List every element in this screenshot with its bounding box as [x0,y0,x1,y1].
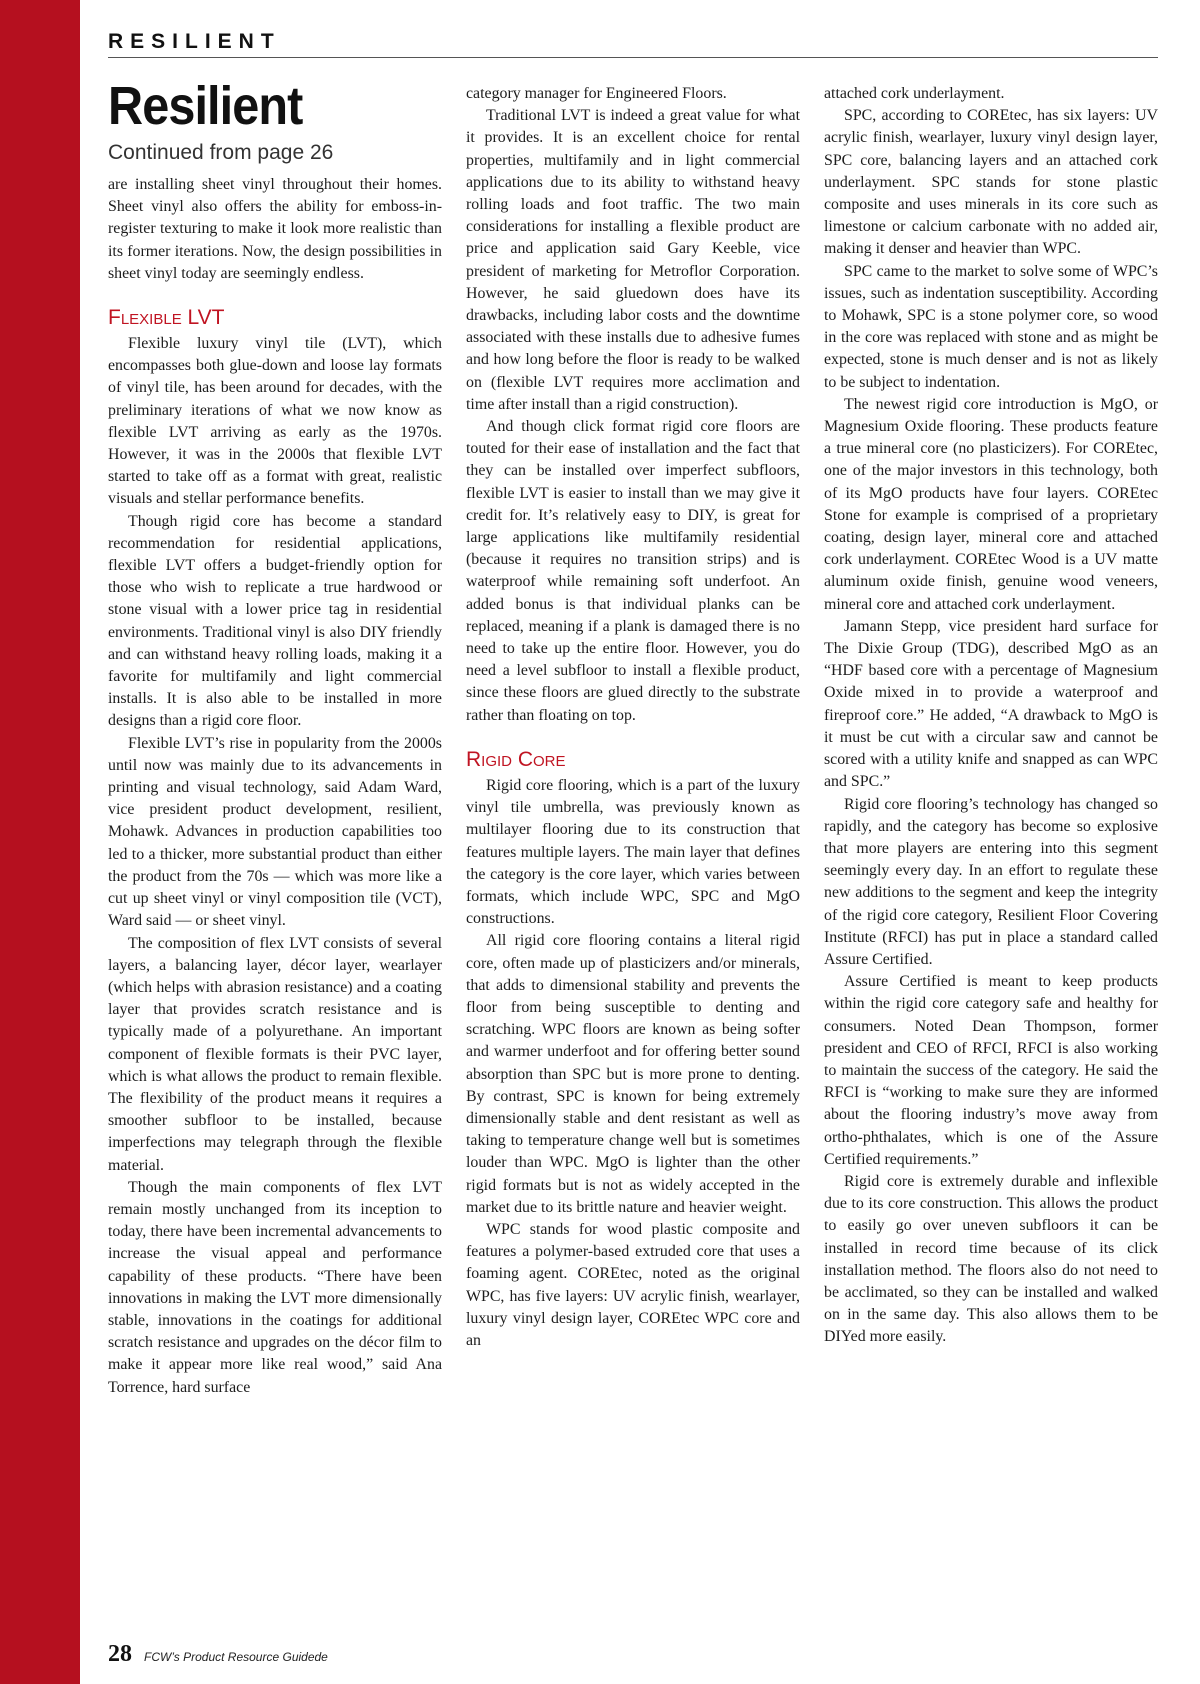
paragraph: Though rigid core has become a standard recommendation for residential applications, flexible LVT offers a budget-friendly option for those who wish to replicate a true hardwood or stone visual with a lower price tag in residential environments. Traditional vinyl is also DIY friendly and can withstand heavy rolling loads, making it a favorite for multifamily and light commercial installs. It is also able to be installed in more designs than a rigid core floor. [108,512,442,730]
article-column-2 [466,83,800,1352]
article-title: Resilient [108,76,303,136]
paragraph: WPC stands for wood plastic composite and features a polymer-based extruded core that uses a foaming agent. COREtec, noted as the original WPC, has five layers: UV acrylic finish, wearlayer, luxury vinyl design layer, COREtec WPC core and an [466,1220,800,1349]
subhead-flexible-lvt: Flexible LVT [108,306,225,330]
paragraph: SPC came to the market to solve some of WPC’s issues, such as indentation susceptibility. According to Mohawk, SPC is a stone polymer core, so wood in the core was replaced with stone and as might be expected, stone is much denser and is not as likely to be subject to indentation. [824,262,1158,391]
paragraph: category manager for Engineered Floors. [466,85,727,102]
paragraph: And though click format rigid core floors are touted for their ease of installation and the fact that they can be installed over imperfect subfloors, flexible LVT is easier to install than we may give it credit for. It’s relatively easy to DIY, is great for large applications like multifamily residential (because it requires no transition strips) and is waterproof while remaining soft underfoot. An added bonus is that individual planks can be replaced, meaning if a plank is damaged there is no need to take up the entire floor. However, you do need a level subfloor to install a flexible product, since these floors are glued directly to the substrate rather than floating on top. [466,418,800,724]
paragraph: All rigid core flooring contains a literal rigid core, often made up of plasticizers and/or minerals, that adds to dimensional stability and prevents the floor from being susceptible to denting and scratching. WPC floors are known as being softer and warmer underfoot and for offering better sound absorption than SPC but is more prone to denting. By contrast, SPC is known for being extremely dimensionally stable and dent resistant as well as taking to temperature change well but is sometimes louder than WPC. MgO is lighter than the other rigid formats but is not as widely accepted in the market due to its brittle nature and heavier weight. [466,932,800,1216]
section-label: RESILIENT [108,30,281,53]
page-footer [108,1641,328,1668]
publication-name: FCW’s Product Resource Guidede [144,1650,328,1664]
page-number: 28 [108,1641,132,1667]
paragraph: Jamann Stepp, vice president hard surface for The Dixie Group (TDG), described MgO as an “HDF based core with a percentage of Magnesium Oxide mixed in to provide a waterproof and fireproof core.” He added, “A drawback to MgO is it must be cut with a circular saw and cannot be scored with a utility knife and snapped as can WPC and SPC.” [824,617,1158,791]
continued-from-line: Continued from page 26 [108,141,334,164]
paragraph: Rigid core flooring, which is a part of the luxury vinyl tile umbrella, was previously known as multilayer flooring due to its construction that features multiple layers. The main layer that defines the category is the core layer, which varies between formats, which include WPC, SPC and MgO constructions. [466,776,800,928]
paragraph: Traditional LVT is indeed a great value for what it provides. It is an excellent choice for rental properties, multifamily and in light commercial applications due to its ability to withstand heavy rolling loads and foot traffic. The two main considerations for installing a flexible product are price and application said Gary Keeble, vice president of marketing for Metroflor Corporation. However, he said gluedown does have its drawbacks, including labor costs and the downtime associated with these installs due to adhesive fumes and how long before the floor is ready to be walked on (flexible LVT requires more acclimation and time after install than a rigid construction). [466,107,800,413]
article-column-1 [108,76,442,1399]
paragraph: attached cork underlayment. [824,85,1005,102]
header-rule [108,57,1158,58]
article-column-3 [824,83,1158,1349]
paragraph: Flexible LVT’s rise in popularity from the 2000s until now was mainly due to its advancements in printing and visual technology, said Adam Ward, vice president product development, resilient, Mohawk. Advances in production capabilities too led to a thicker, more substantial product than either the product from the 70s — which was more like a cut up sheet vinyl or vinyl composition tile (VCT), Ward said — or sheet vinyl. [108,734,442,930]
paragraph: Flexible luxury vinyl tile (LVT), which encompasses both glue-down and loose lay formats of vinyl tile, has been around for decades, with the preliminary iterations of what we now know as flexible LVT arriving as early as the 1970s. However, it was in the 2000s that flexible LVT started to take off as a format with great, realistic visuals and stellar performance benefits. [108,335,442,508]
paragraph: Rigid core flooring’s technology has changed so rapidly, and the category has become so explosive that more players are entering into this segment seemingly every day. In an effort to regulate these new additions to the segment and keep the integrity of the rigid core category, Resilient Floor Covering Institute (RFCI) has put in place a standard called Assure Certified. [824,795,1158,968]
red-margin-bar [0,0,80,1684]
paragraph: The composition of flex LVT consists of several layers, a balancing layer, décor layer, wearlayer (which helps with abrasion resistance) and a coating layer that provides scratch resistance and is typically made of a polyurethane. An important component of flexible formats is their PVC layer, which is what allows the product to remain flexible. The flexibility of the product means it requires a smoother subfloor to be installed, because imperfections may telegraph through the flexible material. [108,934,442,1174]
subhead-rigid-core: Rigid Core [466,747,566,771]
paragraph: SPC, according to COREtec, has six layers: UV acrylic finish, wearlayer, luxury vinyl design layer, SPC core, balancing layers and an attached cork underlayment. SPC stands for stone plastic composite and uses minerals in its core such as limestone or calcium carbonate with no added air, making it denser and heavier than WPC. [824,107,1158,258]
paragraph: The newest rigid core introduction is MgO, or Magnesium Oxide flooring. These products feature a true mineral core (no plasticizers). For COREtec, one of the major investors in this technology, both of its MgO products have four layers. COREtec Stone for example is comprised of a proprietary coating, design layer, mineral core and attached cork underlayment. COREtec Wood is a UV matte aluminum oxide finish, genuine wood veneers, mineral core and attached cork underlayment. [824,395,1158,613]
paragraph: are installing sheet vinyl throughout their homes. Sheet vinyl also offers the ability for emboss-in-register texturing to make it look more realistic than its former iterations. Now, the design possibilities in sheet vinyl today are seemingly endless. [108,176,442,282]
paragraph: Though the main components of flex LVT remain mostly unchanged from its inception to today, there have been incremental advancements to increase the visual appeal and performance capability of these products. “There have been innovations in making the LVT more dimensionally stable, innovations in the coatings for additional scratch resistance and upgrades on the décor film to make it appear more like real wood,” said Ana Torrence, hard surface [108,1178,442,1396]
paragraph: Assure Certified is meant to keep products within the rigid core category safe and healthy for consumers. Noted Dean Thompson, former president and CEO of RFCI, RFCI is also working to maintain the success of the category. He said the RFCI is “working to make sure they are informed about the flooring industry’s move away from ortho-phthalates, which is one of the Assure Certified requirements.” [824,973,1158,1168]
paragraph: Rigid core is extremely durable and inflexible due to its core construction. This allows the product to easily go over uneven subfloors it can be installed in record time because of its click installation method. The floors also do not need to be acclimated, so they can be installed and walked on in the same day. This also allows them to be DIYed more easily. [824,1172,1158,1346]
